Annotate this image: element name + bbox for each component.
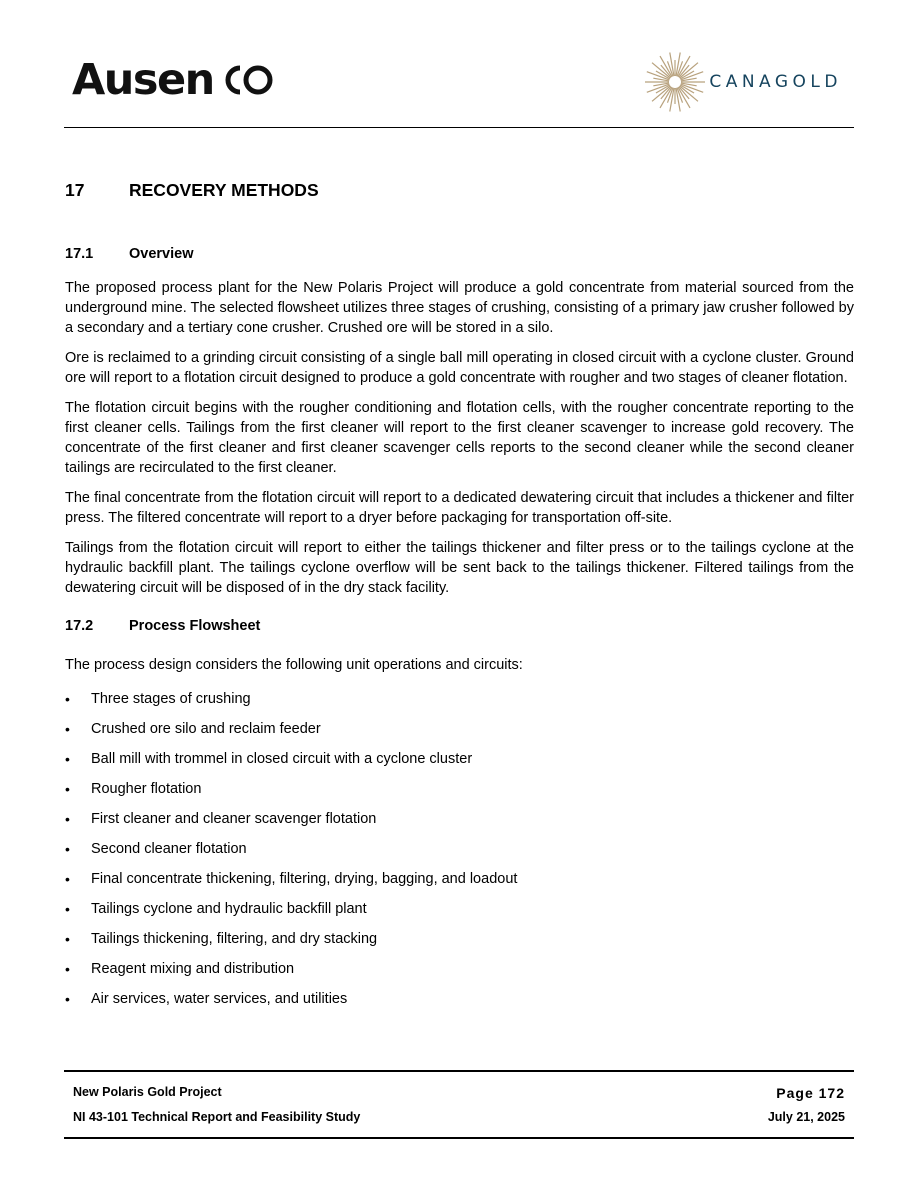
section-number: 17 (65, 180, 85, 200)
page-content (65, 180, 854, 1019)
list-item (65, 899, 854, 929)
ausenco-swirl-icon (216, 60, 274, 100)
list-item-text: Rougher flotation (91, 781, 202, 797)
bullet-icon: • (65, 781, 70, 797)
list-item-text: Final concentrate thickening, filtering, drying, bagging, and loadout (91, 871, 518, 887)
list-item-text: Crushed ore silo and reclaim feeder (91, 721, 321, 737)
ausenco-logo (72, 55, 274, 105)
list-item-text: Air services, water services, and utilities (91, 991, 348, 1007)
paragraph: The flotation circuit begins with the rougher conditioning and flotation cells, with the rougher concentrate reporting to the first cleaner cells. Tailings from the first cleaner will report to the first cleaner scavenger to increase gold recovery. The concentrate of the first cleaner and first cleaner scavenger cells reports to the second cleaner while the second cleaner tailings are recirculated to the first cleaner. (65, 400, 854, 476)
canagold-wordmark: CANAGOLD (709, 72, 842, 92)
bullet-icon: • (65, 751, 70, 767)
list-item (65, 929, 854, 959)
page-header (64, 50, 854, 128)
bullet-icon: • (65, 991, 70, 1007)
footer-project: New Polaris Gold Project (73, 1085, 222, 1099)
list-item (65, 959, 854, 989)
subsection-heading-flowsheet (65, 616, 854, 636)
list-item (65, 749, 854, 779)
bullet-icon: • (65, 961, 70, 977)
paragraph: Tailings from the flotation circuit will report to either the tailings thickener and filter press or to the tailings cyclone at the hydraulic backfill plant. The tailings cyclone overflow will be sent back to the tailings thickener. Filtered tailings from the dewatering circuit will be disposed of in the dry stack facility. (65, 540, 854, 596)
paragraph: Ore is reclaimed to a grinding circuit consisting of a single ball mill operating in closed circuit with a cyclone cluster. Ground ore will report to a flotation circuit designed to produce a gold concentrate with rougher and two stages of cleaner flotation. (65, 350, 854, 386)
bullet-icon: • (65, 841, 70, 857)
list-item (65, 779, 854, 809)
section-heading (65, 180, 854, 200)
list-item-text: Tailings cyclone and hydraulic backfill plant (91, 901, 367, 917)
subsection-number: 17.2 (65, 618, 94, 634)
list-item (65, 989, 854, 1019)
list-item (65, 689, 854, 719)
footer-date: July 21, 2025 (767, 1110, 845, 1124)
bullet-icon: • (65, 901, 70, 917)
subsection-title: Overview (129, 246, 194, 262)
list-item (65, 869, 854, 899)
page-footer (64, 1070, 854, 1139)
list-item (65, 719, 854, 749)
bullet-icon: • (65, 811, 70, 827)
bullet-icon: • (65, 871, 70, 887)
subsection-number: 17.1 (65, 246, 94, 262)
bullet-icon: • (65, 931, 70, 947)
footer-report-title: NI 43-101 Technical Report and Feasibility Study (73, 1110, 361, 1124)
subsection-title: Process Flowsheet (129, 618, 261, 634)
list-item-text: Three stages of crushing (91, 691, 251, 707)
bullet-icon: • (65, 721, 70, 737)
paragraph: The process design considers the following unit operations and circuits: (65, 657, 523, 673)
list-item-text: Second cleaner flotation (91, 841, 247, 857)
list-item (65, 809, 854, 839)
bullet-list (65, 689, 854, 1019)
list-item-text: First cleaner and cleaner scavenger flotation (91, 811, 377, 827)
section-title: RECOVERY METHODS (129, 180, 319, 200)
paragraph: The proposed process plant for the New Polaris Project will produce a gold concentrate from material sourced from the underground mine. The selected flowsheet utilizes three stages of crushing, consisting of a primary jaw crusher followed by a secondary and a tertiary cone crusher. Crushed ore will be stored in a silo. (65, 280, 854, 336)
list-item (65, 839, 854, 869)
list-item-text: Ball mill with trommel in closed circuit with a cyclone cluster (91, 751, 473, 767)
canagold-logo (643, 50, 842, 114)
list-item-text: Reagent mixing and distribution (91, 961, 295, 977)
bullet-icon: • (65, 691, 70, 707)
canagold-sunburst-icon (643, 50, 707, 114)
ausenco-logo-text: Ausen (72, 55, 214, 105)
footer-page-number: Page 172 (776, 1085, 845, 1101)
paragraph: The final concentrate from the flotation circuit will report to a dedicated dewatering circuit that includes a thickener and filter press. The filtered concentrate will report to a dryer before packaging for transportation off-site. (65, 490, 854, 526)
list-item-text: Tailings thickening, filtering, and dry stacking (91, 931, 378, 947)
subsection-heading-overview (65, 244, 854, 264)
